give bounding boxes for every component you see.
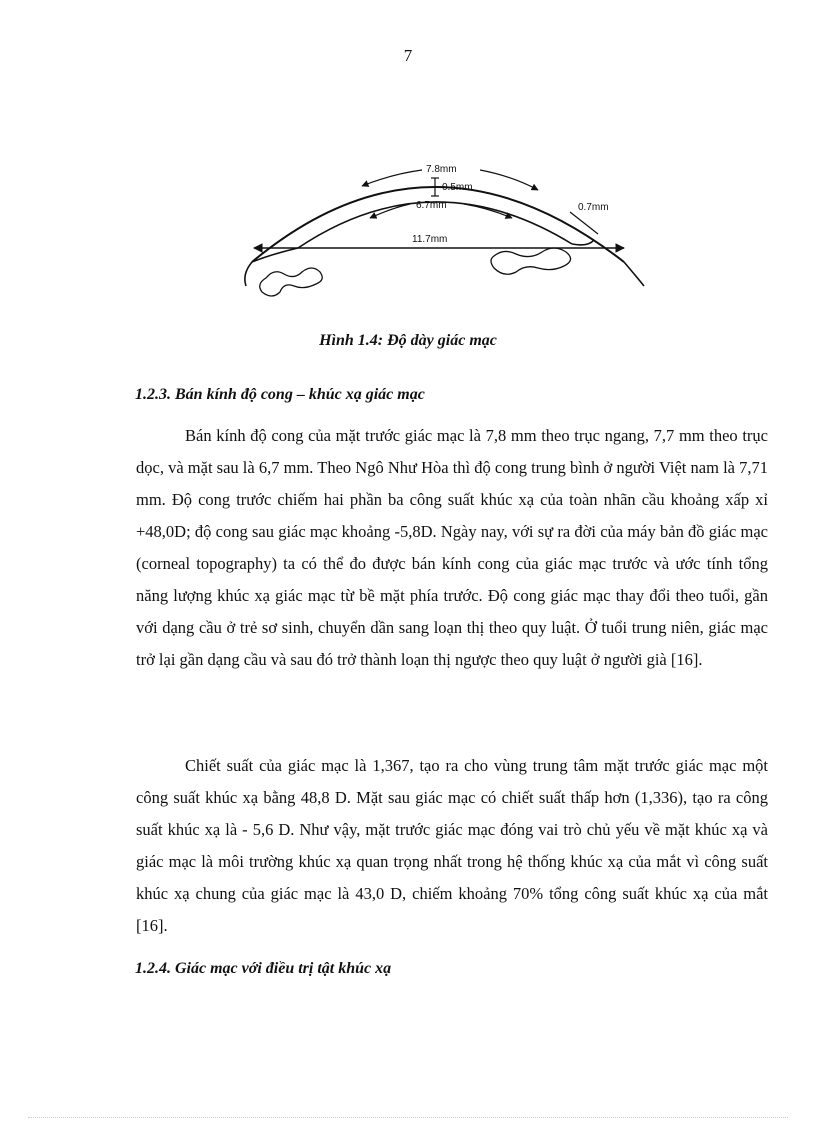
right-limbus (572, 240, 594, 245)
cornea-thickness-figure (232, 152, 652, 312)
paragraph-1: Bán kính độ cong của mặt trước giác mạc là 7,8 mm theo trục ngang, 7,7 mm theo trục dọc, và mặt sau là 6,7 mm. Theo Ngô Như Hòa thì độ cong trung bình ở người Việt nam là 7,71 mm. Độ cong trước chiếm hai phần ba công suất khúc xạ của toàn nhãn cầu khoảng xấp xỉ +48,0D; độ cong sau giác mạc khoảng -5,8D. Ngày nay, với sự ra đời của máy bản đồ giác mạc (corneal topography) ta có thể đo được bán kính cong của giác mạc trước và ước tính tổng năng lượng khúc xạ giác mạc từ bề mặt phía trước. Độ cong giác mạc thay đổi theo tuổi, gần với dạng cầu ở trẻ sơ sinh, chuyển dần sang loạn thị theo quy luật. Ở tuổi trung niên, giác mạc trở lại gần dạng cầu và sau đó trở thành loạn thị ngược theo quy luật ở người già [16]. (136, 426, 768, 669)
page-number: 7 (403, 46, 413, 65)
label-posterior: 6.7mm (416, 200, 447, 211)
section-heading-1-2-3: 1.2.3. Bán kính độ cong – khúc xạ giác mạc (135, 386, 425, 403)
label-periphery-thickness: 0.7mm (578, 202, 609, 213)
paragraph-2: Chiết suất của giác mạc là 1,367, tạo ra cho vùng trung tâm mặt trước giác mạc một công suất khúc xạ bằng 48,8 D. Mặt sau giác mạc có chiết suất thấp hơn (1,336), tạo ra công suất khúc xạ là - 5,6 D. Như vậy, mặt trước giác mạc đóng vai trò chủ yếu về mặt khúc xạ và giác mạc là môi trường khúc xạ quan trọng nhất trong hệ thống khúc xạ của mắt vì công suất khúc xạ chung của giác mạc là 43,0 D, chiếm khoảng 70% tổng công suất khúc xạ của mắt [16]. (136, 756, 768, 935)
anterior-surface (252, 187, 624, 262)
label-center-thickness: 0.5mm (442, 182, 473, 193)
sclera-right (624, 262, 644, 286)
label-diameter: 11.7mm (412, 234, 448, 245)
page-bottom-divider (28, 1117, 788, 1118)
tissue-left (260, 268, 323, 296)
sclera-left (245, 262, 252, 286)
section-heading-1-2-4: 1.2.4. Giác mạc với điều trị tật khúc xạ (135, 960, 392, 977)
tissue-right (491, 248, 571, 274)
left-limbus (252, 248, 298, 262)
figure-caption: Hình 1.4: Độ dày giác mạc (319, 332, 497, 349)
label-anterior: 7.8mm (426, 164, 457, 175)
